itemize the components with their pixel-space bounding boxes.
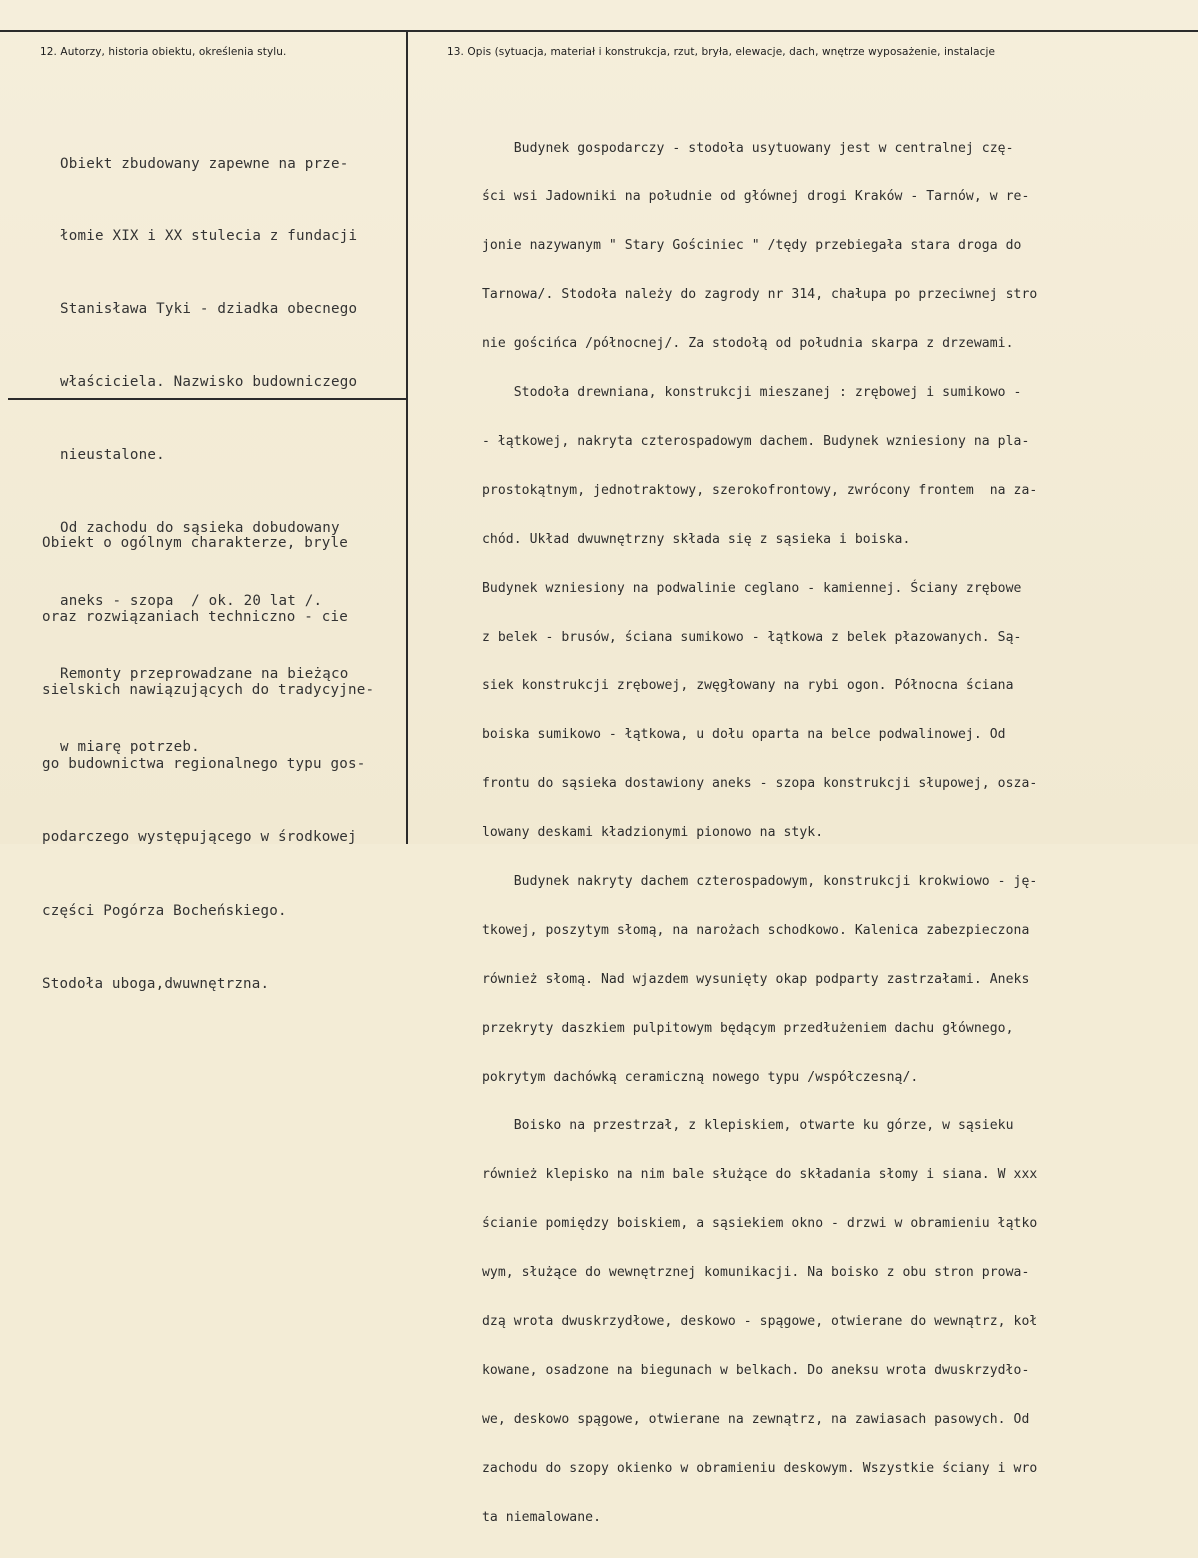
text-line: wym, służące do wewnętrznej komunikacji. Na boisko z obu stron prowa-: [482, 1265, 1030, 1281]
text-line: dzą wrota dwuskrzydłowe, deskowo - spągowe, otwierane do wewnątrz, koł: [482, 1313, 1038, 1329]
text-line: ścianie pomiędzy boiskiem, a sąsiekiem okno - drzwi w obramieniu łątko: [482, 1216, 1038, 1232]
text-line: Obiekt zbudowany zapewne na prze-: [60, 155, 349, 172]
text-line: Od zachodu do sąsieka dobudowany: [60, 520, 340, 537]
text-line: Stodoła uboga,dwuwnętrzna.: [42, 976, 270, 992]
text-line: również słomą. Nad wjazdem wysunięty okap podparty zastrzałami. Aneks: [482, 971, 1030, 987]
text-line: z belek - brusów, ściana sumikowo - łątkowa z belek płazowanych. Są-: [482, 629, 1022, 645]
section-12-style-text: [42, 482, 374, 1046]
text-line: Stodoła drewniana, konstrukcji mieszanej : zrębowej i sumikowo -: [482, 385, 1022, 401]
text-line: Stanisława Tyki - dziadka obecnego: [60, 301, 358, 318]
text-line: kowane, osadzone na biegunach w belkach. Do aneksu wrota dwuskrzydło-: [482, 1362, 1030, 1378]
text-line: części Pogórza Bocheńskiego.: [42, 902, 287, 919]
section-13-description-text: [482, 108, 1182, 1558]
text-line: nie gościńca /północnej/. Za stodołą od południa skarpa z drzewami.: [482, 336, 1014, 352]
text-line: łomie XIX i XX stulecia z fundacji: [60, 228, 358, 245]
text-line: - łątkowej, nakryta czterospadowym dachem. Budynek wzniesiony na pla-: [482, 433, 1030, 449]
section-13-heading: 13. Opis (sytuacja, materiał i konstrukcja, rzut, bryła, elewacje, dach, wnętrze wyposażenie, instalacje: [447, 46, 996, 58]
column-divider: [406, 32, 408, 844]
text-line: lowany deskami kładzionymi pionowo na styk.: [482, 825, 824, 841]
text-line: chód. Układ dwuwnętrzny składa się z sąsieka i boiska.: [482, 531, 911, 547]
text-line: również klepisko na nim bale służące do składania słomy i siana. W xxx: [482, 1167, 1038, 1183]
text-line: podarczego występującego w środkowej: [42, 829, 357, 845]
text-line: Obiekt o ogólnym charakterze, bryle: [42, 535, 348, 551]
text-line: frontu do sąsieka dostawiony aneks - szopa konstrukcji słupowej, osza-: [482, 776, 1038, 792]
text-line: Budynek nakryty dachem czterospadowym, konstrukcji krokwiowo - ję-: [482, 873, 1038, 889]
top-rule: [0, 30, 1198, 32]
text-line: Remonty przeprowadzane na bieżąco: [60, 665, 349, 682]
text-line: aneks - szopa / ok. 20 lat /.: [60, 592, 323, 609]
section-12-heading: 12. Autorzy, historia obiektu, określenia stylu.: [40, 46, 287, 58]
text-line: Budynek gospodarczy - stodoła usytuowany jest w centralnej czę-: [482, 140, 1014, 156]
text-line: Tarnowa/. Stodoła należy do zagrody nr 314, chałupa po przeciwnej stro: [482, 287, 1038, 303]
text-line: boiska sumikowo - łątkowa, u dołu oparta na belce podwalinowej. Od: [482, 727, 1006, 743]
text-line: nieustalone.: [60, 447, 165, 464]
text-line: tkowej, poszytym słomą, na narożach schodkowo. Kalenica zabezpieczona: [482, 922, 1030, 938]
text-line: ta niemalowane.: [482, 1509, 601, 1525]
text-line: ści wsi Jadowniki na południe od głównej drogi Kraków - Tarnów, w re-: [482, 189, 1030, 205]
text-line: właściciela. Nazwisko budowniczego: [60, 374, 358, 391]
text-line: jonie nazywanym " Stary Gościniec " /tędy przebiegała stara droga do: [482, 238, 1022, 254]
text-line: w miarę potrzeb.: [60, 738, 200, 755]
text-line: we, deskowo spągowe, otwierane na zewnątrz, na zawiasach pasowych. Od: [482, 1411, 1030, 1427]
text-line: go budownictwa regionalnego typu gos-: [42, 755, 366, 772]
text-line: sielskich nawiązujących do tradycyjne-: [42, 682, 375, 698]
text-line: siek konstrukcji zrębowej, zwęgłowany na rybi ogon. Północna ściana: [482, 678, 1014, 694]
text-line: oraz rozwiązaniach techniczno - cie: [42, 608, 348, 625]
text-line: zachodu do szopy okienko w obramieniu deskowym. Wszystkie ściany i wro: [482, 1460, 1038, 1476]
text-line: prostokątnym, jednotraktowy, szerokofrontowy, zwrócony frontem na za-: [482, 482, 1038, 498]
text-line: przekryty daszkiem pulpitowym będącym przedłużeniem dachu głównego,: [482, 1020, 1014, 1036]
text-line: Budynek wzniesiony na podwalinie ceglano - kamiennej. Ściany zrębowe: [482, 580, 1022, 596]
text-line: Boisko na przestrzał, z klepiskiem, otwarte ku górze, w sąsieku: [482, 1118, 1014, 1134]
text-line: pokrytym dachówką ceramiczną nowego typu /współczesną/.: [482, 1069, 919, 1085]
